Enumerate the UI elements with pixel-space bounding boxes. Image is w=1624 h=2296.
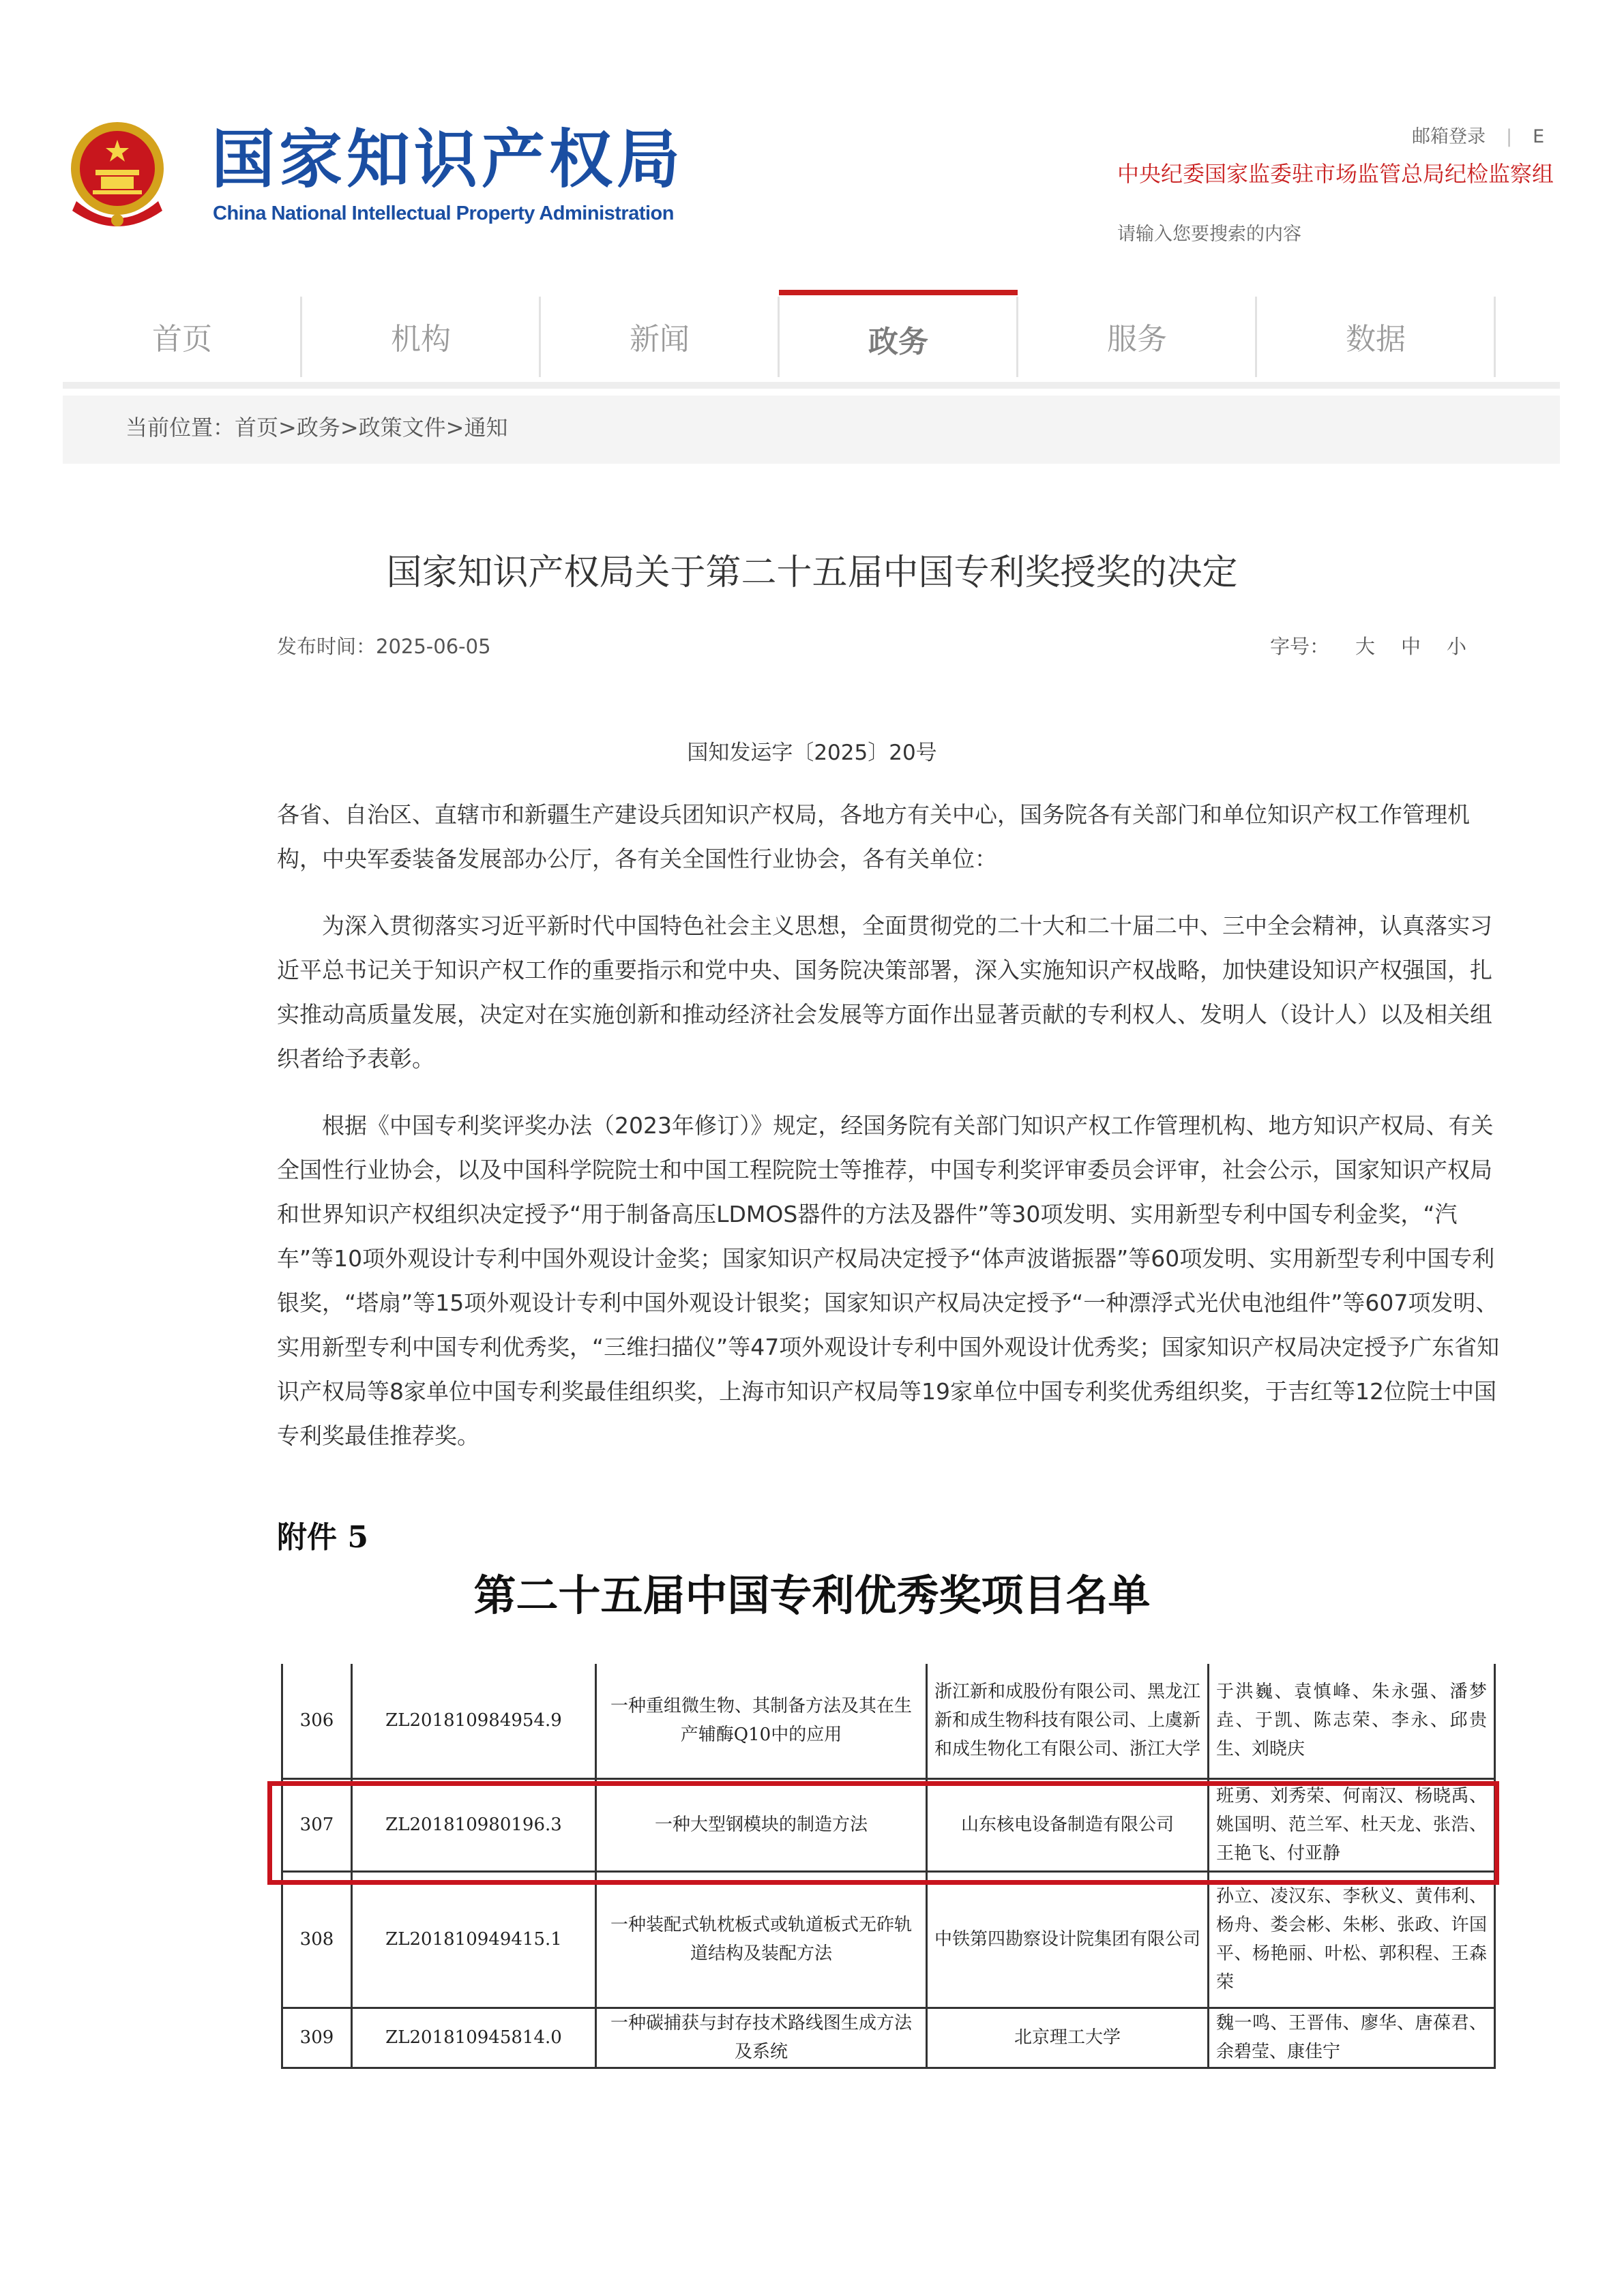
invention-name: 一种大型钢模块的制造方法 [596,1778,927,1871]
nav-news[interactable]: 新闻 [630,321,690,357]
article-paragraph-decision: 根据《中国专利奖评奖办法（2023年修订）》规定，经国务院有关部门知识产权工作管理机构、地方知识产权局、有关全国性行业协会，以及中国科学院院士和中国工程院院士等推荐，中国专利奖评审委员会评审，社会公示，国家知识产权局和世界知识产权组织决定授予“用于制备高压LDMOS器件的方法及器件”等30项发明、实用新型专利中国专利金奖，“汽车”等10项外观设计专利中国外观设计金奖；国家知识产权局决定授予“体声波谐振器”等60项发明、实用新型专利中国专利银奖，“塔扇”等15项外观设计专利中国外观设计银奖；国家知识产权局决定授予“一种漂浮式光伏电池组件”等607项发明、实用新型专利中国专利优秀奖，“三维扫描仪”等47项外观设计专利中国外观设计优秀奖；国家知识产权局决定授予广东省知识产权局等8家单位中国专利奖最佳组织奖，上海市知识产权局等19家单位中国专利奖优秀组织奖，于吉红等12位院士中国专利奖最佳推荐奖。 [277,1112,1500,1449]
top-links [1412,121,1544,148]
font-size-small[interactable]: 小 [1447,635,1467,658]
nav-data[interactable]: 数据 [1346,321,1406,357]
nav-government-affairs[interactable]: 政务 [779,290,1018,382]
article-paragraph-addressee: 各省、自治区、直辖市和新疆生产建设兵团知识产权局，各地方有关中心，国务院各有关部门和单位知识产权工作管理机构，中央军委装备发展部办公厅，各有关全国性行业协会，各有关单位： [277,801,1470,872]
patent-number: ZL201810984954.9 [352,1664,596,1778]
row-number: 306 [282,1664,352,1778]
divider: | [1506,126,1513,147]
patent-number: ZL201810949415.1 [352,1871,596,2008]
nav-divider [1494,297,1496,377]
site-logo-en[interactable]: China National Intellectual Property Administration [213,203,674,224]
nav-services[interactable]: 服务 [1107,321,1167,357]
search-input[interactable]: 请输入您要搜索的内容 [1117,224,1301,245]
attachment-title: 第二十五届中国专利优秀奖项目名单 [473,1570,1151,1620]
table-row [282,1871,1495,2008]
patent-holder: 北京理工大学 [927,2008,1209,2068]
invention-name: 一种装配式轨枕板式或轨道板式无砟轨道结构及装配方法 [596,1871,927,2008]
font-size-large[interactable]: 大 [1355,635,1376,658]
patent-number: ZL201810945814.0 [352,2008,596,2068]
row-number: 307 [282,1778,352,1871]
inventors: 孙立、凌汉东、李秋义、黄伟利、杨舟、娄会彬、朱彬、张政、许国平、杨艳丽、叶松、郭积程、王森荣 [1209,1871,1495,2008]
table-row [282,2008,1495,2068]
font-size-label: 字号： [1270,635,1330,658]
article-paragraph-purpose: 为深入贯彻落实习近平新时代中国特色社会主义思想，全面贯彻党的二十大和二十届二中、三中全会精神，认真落实习近平总书记关于知识产权工作的重要指示和党中央、国务院决策部署，深入实施知识产权战略，加快建设知识产权强国，扎实推动高质量发展，决定对在实施创新和推动经济社会发展等方面作出显著贡献的专利权人、发明人（设计人）以及相关组织者给予表彰。 [277,912,1492,1072]
nav-organization[interactable]: 机构 [391,321,451,357]
table-row [282,1664,1495,1778]
font-size-medium[interactable]: 中 [1401,635,1421,658]
invention-name: 一种碳捕获与封存技术路线图生成方法及系统 [596,2008,927,2068]
mailbox-login-link[interactable]: 邮箱登录 [1412,126,1486,147]
national-emblem-icon [63,119,172,234]
attachment-label: 附件 5 [277,1520,368,1555]
main-nav [63,290,1560,389]
invention-name: 一种重组微生物、其制备方法及其在生产辅酶Q10中的应用 [596,1664,927,1778]
patent-number: ZL201810980196.3 [352,1778,596,1871]
inventors: 于洪巍、袁慎峰、朱永强、潘梦垚、于凯、陈志荣、李永、邱贵生、刘晓庆 [1209,1664,1495,1778]
site-logo-cn[interactable]: 国家知识产权局 [211,123,684,196]
article-title: 国家知识产权局关于第二十五届中国专利奖授奖的决定 [386,552,1238,593]
nav-home[interactable]: 首页 [152,321,212,357]
english-link[interactable]: E [1533,126,1545,147]
font-size-switcher [1270,631,1466,659]
inventors: 班勇、刘秀荣、何南汉、杨晓禹、姚国明、范兰军、杜天龙、张浩、王艳飞、付亚静 [1209,1778,1495,1871]
row-number: 308 [282,1871,352,2008]
document-number: 国知发运字〔2025〕20号 [687,741,937,765]
inventors: 魏一鸣、王晋伟、廖华、唐葆君、余碧莹、康佳宁 [1209,2008,1495,2068]
breadcrumb[interactable]: 当前位置：首页>政务>政策文件>通知 [126,415,508,441]
highlight-box-row-307 [267,1781,1499,1885]
publish-date: 发布时间：2025-06-05 [277,635,491,658]
patent-holder: 浙江新和成股份有限公司、黑龙江新和成生物科技有限公司、上虞新和成生物化工有限公司、浙江大学 [927,1664,1209,1778]
discipline-inspection-link[interactable]: 中央纪委国家监委驻市场监管总局纪检监察组 [1117,161,1554,187]
breadcrumb-bar [63,396,1560,464]
row-number: 309 [282,2008,352,2068]
patent-holder: 中铁第四勘察设计院集团有限公司 [927,1871,1209,2008]
patent-holder: 山东核电设备制造有限公司 [927,1778,1209,1871]
